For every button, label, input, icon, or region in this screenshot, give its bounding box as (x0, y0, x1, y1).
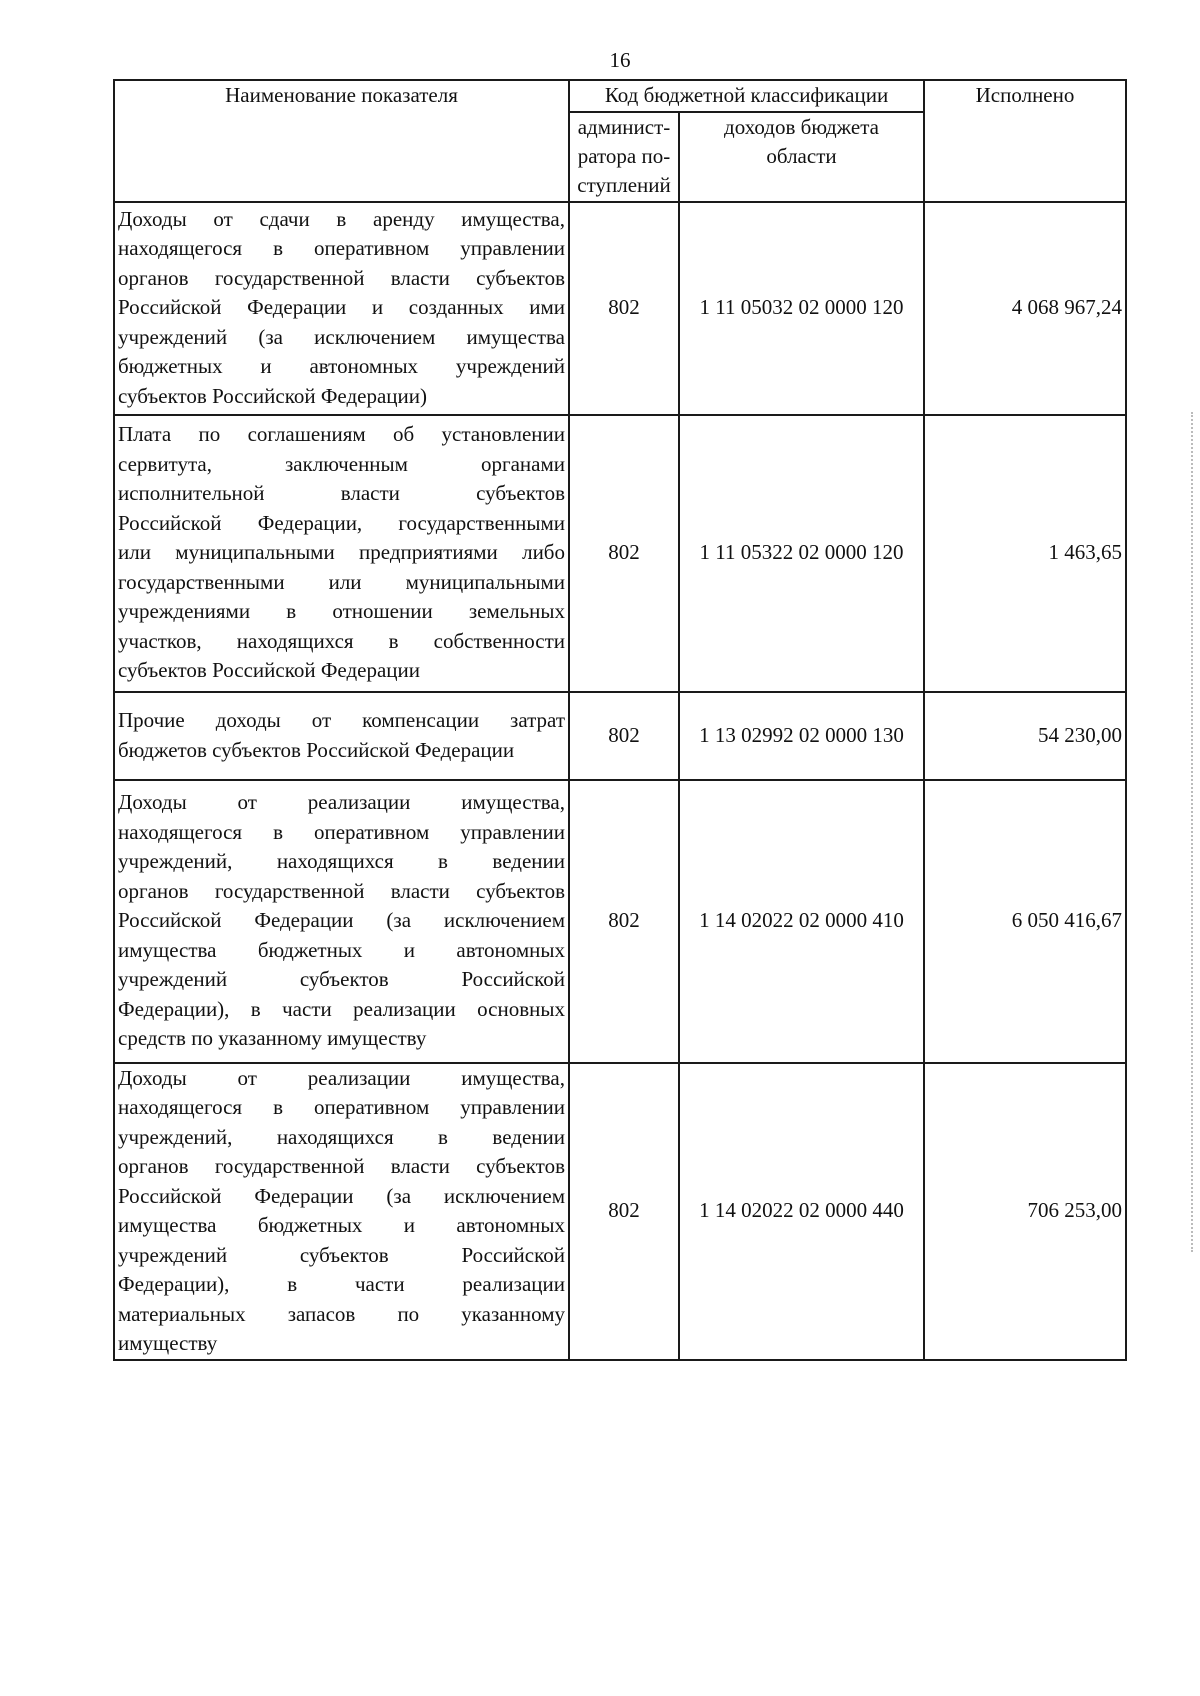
header-revenue-line: области (766, 143, 837, 168)
admin-code: 802 (569, 202, 679, 415)
header-admin-line: ратора по- (577, 143, 671, 168)
indicator-name-line: Российской Федерации, государственными (118, 510, 565, 535)
table-row (114, 415, 1126, 692)
indicator-name-line: Федерации), в части реализации (118, 1272, 565, 1296)
header-admin (569, 112, 679, 202)
indicator-name (114, 1063, 569, 1360)
executed-amount: 706 253,00 (924, 1063, 1126, 1360)
indicator-name-line: бюджетов субъектов Российской Федерации (118, 737, 515, 762)
executed-amount: 1 463,65 (924, 415, 1126, 692)
budget-table (113, 79, 1127, 1361)
admin-code: 802 (569, 692, 679, 780)
indicator-name-line: находящегося в оперативном управлении (118, 236, 565, 261)
indicator-name-line: участков, находящихся в собственности (118, 628, 565, 653)
table-row (114, 780, 1126, 1063)
indicator-name-line: органов государственной власти субъектов (118, 265, 565, 290)
indicator-name-line: Доходы от реализации имущества, (118, 1065, 565, 1090)
indicator-name-line: находящегося в оперативном управлении (118, 819, 565, 844)
indicator-name-line: субъектов Российской Федерации (118, 658, 421, 683)
indicator-name-line: учреждений субъектов Российской (118, 1242, 565, 1267)
header-revenue-line: доходов бюджета (724, 114, 879, 139)
admin-code: 802 (569, 780, 679, 1063)
table-row (114, 1063, 1126, 1360)
budget-classification-code: 1 11 05322 02 0000 120 (679, 415, 924, 692)
header-revenue (679, 112, 924, 202)
table-row (114, 202, 1126, 415)
indicator-name-line: учреждений субъектов Российской (118, 967, 565, 992)
budget-classification-code: 1 14 02022 02 0000 410 (679, 780, 924, 1063)
header-code-group: Код бюджетной классификации (569, 80, 924, 112)
indicator-name-line: имущества бюджетных и автономных (118, 937, 565, 962)
indicator-name-line: учреждениями в отношении земельных (118, 599, 565, 624)
indicator-name-line: органов государственной власти субъектов (118, 878, 565, 903)
header-row-1 (114, 80, 1126, 112)
indicator-name-line: имущества бюджетных и автономных (118, 1213, 565, 1237)
indicator-name (114, 780, 569, 1063)
indicator-name-line: Доходы от сдачи в аренду имущества, (118, 206, 565, 231)
indicator-name-line: находящегося в оперативном управлении (118, 1095, 565, 1119)
indicator-name-line: средств по указанному имуществу (118, 1026, 427, 1051)
budget-classification-code: 1 13 02992 02 0000 130 (679, 692, 924, 780)
indicator-name-line: Российской Федерации (за исключением (118, 908, 565, 933)
indicator-name-line: Федерации), в части реализации основных (118, 996, 565, 1021)
indicator-name-line: органов государственной власти субъектов (118, 1154, 565, 1178)
scan-margin-marks (1191, 412, 1196, 1252)
indicator-name-line: учреждений, находящихся в ведении (118, 1124, 565, 1149)
indicator-name-line: сервитута, заключенным органами (118, 451, 565, 476)
indicator-name-line: учреждений, находящихся в ведении (118, 849, 565, 874)
budget-classification-code: 1 11 05032 02 0000 120 (679, 202, 924, 415)
admin-code: 802 (569, 415, 679, 692)
indicator-name-line: или муниципальными предприятиями либо (118, 540, 565, 565)
admin-code: 802 (569, 1063, 679, 1360)
indicator-name (114, 202, 569, 415)
indicator-name-line: Российской Федерации (за исключением (118, 1183, 565, 1208)
header-name: Наименование показателя (114, 80, 569, 202)
table-body (114, 202, 1126, 1360)
indicator-name-line: субъектов Российской Федерации) (118, 383, 428, 408)
indicator-name-line: Прочие доходы от компенсации затрат (118, 708, 565, 732)
indicator-name-line: материальных запасов по указанному (118, 1301, 565, 1326)
page-number: 16 (609, 48, 631, 72)
header-executed: Исполнено (924, 80, 1126, 202)
indicator-name (114, 415, 569, 692)
indicator-name-line: Плата по соглашениям об установлении (118, 422, 565, 447)
header-admin-line: ступлений (577, 172, 671, 197)
indicator-name-line: имуществу (118, 1331, 218, 1355)
indicator-name (114, 692, 569, 780)
indicator-name-line: бюджетных и автономных учреждений (118, 354, 565, 379)
indicator-name-line: учреждений (за исключением имущества (118, 324, 565, 349)
header-admin-line: админист- (577, 114, 671, 139)
indicator-name-line: Российской Федерации и созданных ими (118, 295, 565, 320)
indicator-name-line: Доходы от реализации имущества, (118, 790, 565, 815)
executed-amount: 6 050 416,67 (924, 780, 1126, 1063)
indicator-name-line: государственными или муниципальными (118, 569, 565, 594)
budget-classification-code: 1 14 02022 02 0000 440 (679, 1063, 924, 1360)
indicator-name-line: исполнительной власти субъектов (118, 481, 565, 506)
table-row (114, 692, 1126, 780)
executed-amount: 54 230,00 (924, 692, 1126, 780)
executed-amount: 4 068 967,24 (924, 202, 1126, 415)
